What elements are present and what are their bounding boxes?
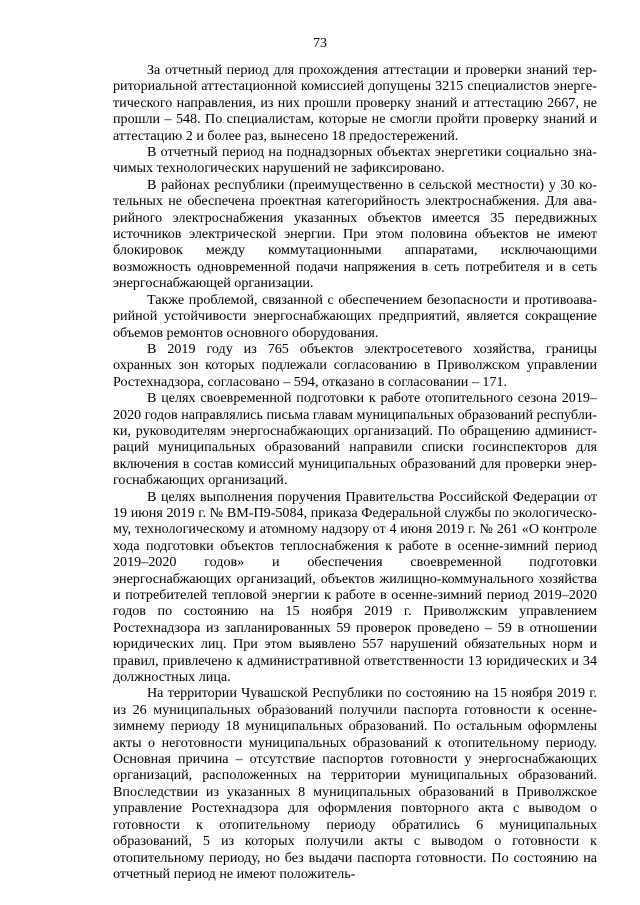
body-text [113,62,597,882]
paragraph: В целях своевременной подготовки к работе отопительного сезона 2019–2020 годов направлялись письма главам муниципальных образований республики, руководителям энергоснабжающих организаций. По обращению администраций муниципальных образований направили списки госинспекторов для включения в состав комиссий муниципальных образований для проверки энергоснабжающих организаций. [113,390,597,489]
paragraph: В отчетный период на поднадзорных объектах энергетики социально значимых технологических нарушений не зафиксировано. [113,144,597,177]
paragraph: В районах республики (преимущественно в сельской местности) у 30 котельных не обеспечена проектная категорийность электроснабжения. Для аварийного электроснабжения указанных объектов имеется 35 передвижных источников электрической энергии. При этом половина объектов не имеют блокировок между коммутационными аппаратами, исключающими возможность одновременной подачи напряжения в сеть потребителя и в сеть энергоснабжающей организации. [113,176,597,292]
paragraph: В целях выполнения поручения Правительства Российской Федерации от 19 июня 2019 г. № ВМ-П9-5084, приказа Федеральной службы по экологическому, технологическому и атомному надзору от 4 июня 2019 г. № 261 «О контроле хода подготовки объектов теплоснабжения к работе в осенне-зимний период 2019–2020 годов» и обеспечения своевременной подготовки энергоснабжающих организаций, объектов жилищно-коммунального хозяйства и потребителей тепловой энергии к работе в осенне-зимний период 2019–2020 годов по состоянию на 15 ноября 2019 г. Приволжским управлением Ростехнадзора из запланированных 59 проверок проведено – 59 в отношении юридических лиц. При этом выявлено 557 нарушений обязательных норм и правил, привлечено к административной ответственности 13 юридических и 34 должностных лица. [113,488,597,686]
paragraph: В 2019 году из 765 объектов электросетевого хозяйства, границы охранных зон которых подлежали согласованию в Приволжском управлении Ростехнадзора, согласовано – 594, отказано в согласовании – 171. [113,340,597,390]
paragraph: Также проблемой, связанной с обеспечением безопасности и противоаварийной устойчивости энергоснабжающих предприятий, является сокращение объемов ремонтов основного оборудования. [113,291,597,341]
page-number: 73 [313,36,327,51]
paragraph: За отчетный период для прохождения аттестации и проверки знаний территориальной аттестационной комиссией допущены 3215 специалистов энергетического направления, из них прошли проверку знаний и аттестацию 2667, не прошли – 548. По специалистам, которые не смогли пройти проверку знаний и аттестацию 2 и более раз, вынесено 18 предостережений. [113,62,597,144]
paragraph: На территории Чувашской Республики по состоянию на 15 ноября 2019 г. из 26 муниципальных образований получили паспорта готовности к осенне-зимнему периоду 18 муниципальных образований. По остальным оформлены акты о неготовности муниципальных образований к отопительному периоду. Основная причина – отсутствие паспортов готовности у энергоснабжающих организаций, расположенных на территории муниципальных образований. Впоследствии из указанных 8 муниципальных образований в Приволжское управление Ростехнадзора для оформления повторного акта с выводом о готовности к отопительному периоду обратились 6 муниципальных образований, 5 из которых получили акты с выводом о готовности к отопительному периоду, но без выдачи паспорта готовности. По состоянию на отчетный период не имеют положитель- [113,685,597,882]
